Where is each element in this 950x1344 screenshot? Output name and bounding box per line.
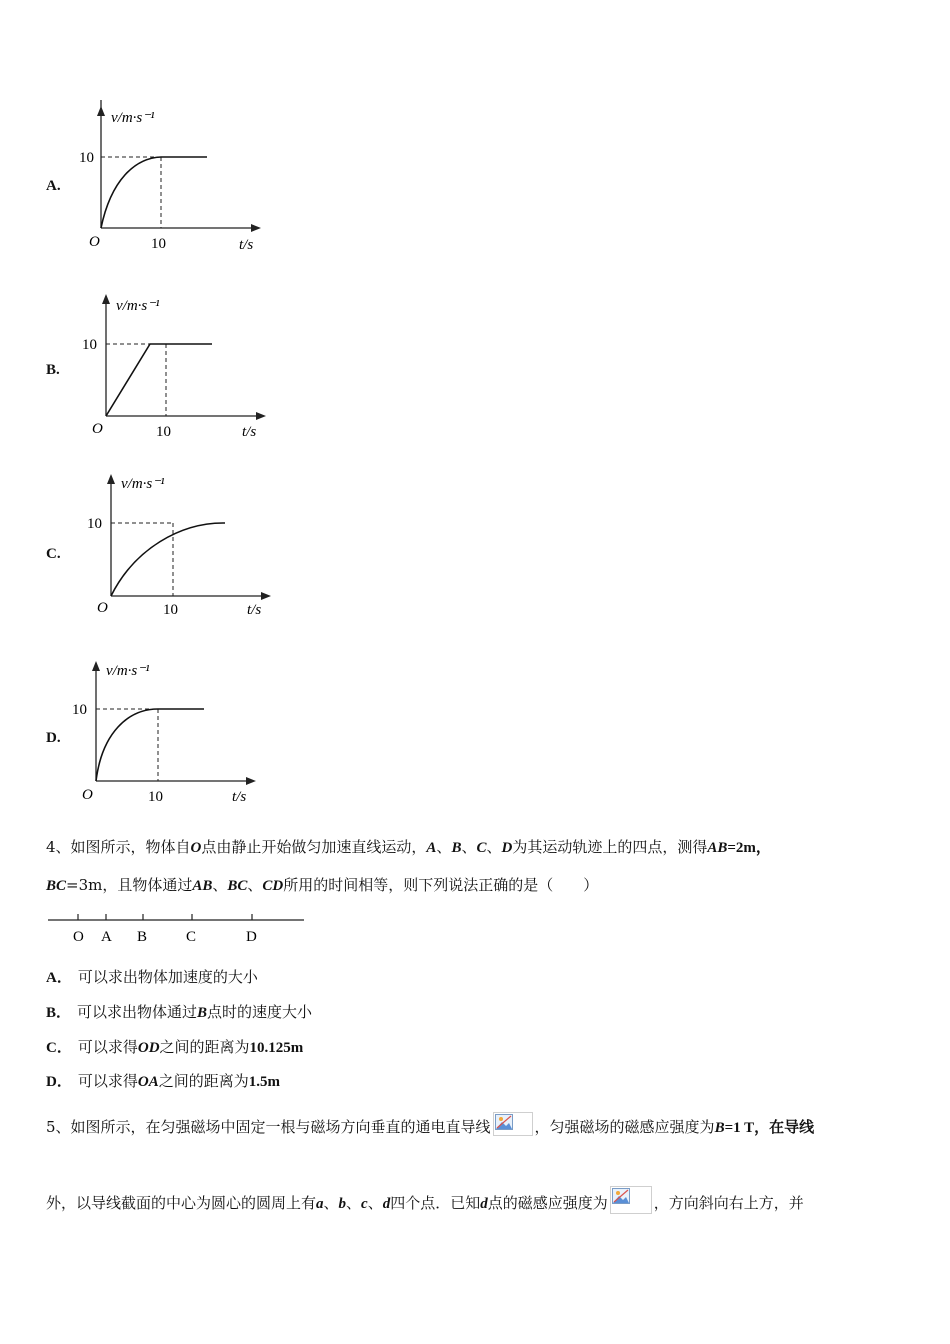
graph-b-ytick: 10: [82, 337, 97, 353]
graph-d-origin: O: [82, 787, 93, 803]
q4-point-b: B: [137, 929, 148, 945]
graph-d-ylabel: v/m·s⁻¹: [106, 663, 150, 679]
broken-image-icon: [610, 1186, 652, 1214]
graph-c-origin: O: [97, 600, 108, 616]
graph-b-ylabel: v/m·s⁻¹: [116, 298, 160, 314]
graph-b-origin: O: [92, 421, 103, 437]
graph-d-ytick: 10: [72, 702, 87, 718]
graph-a-xtick: 10: [151, 236, 166, 252]
q4-point-o: O: [73, 929, 84, 945]
graph-b-xtick: 10: [156, 424, 171, 440]
q4-point-c: C: [186, 929, 197, 945]
broken-image-icon: [493, 1112, 533, 1136]
graph-a: [75, 100, 275, 260]
graph-b-xlabel: t/s: [242, 424, 257, 440]
q4-choice-a: A． 可以求出物体加速度的大小: [46, 968, 258, 986]
q4-line2: BC=3m，且物体通过AB、BC、CD所用的时间相等，则下列说法正确的是（ ）: [46, 876, 599, 894]
q4-point-d: D: [246, 929, 257, 945]
q4-track-diagram: [46, 912, 316, 948]
option-d-label: D.: [46, 730, 61, 746]
graph-d: [70, 655, 270, 815]
graph-a-ylabel: v/m·s⁻¹: [111, 110, 155, 126]
graph-a-origin: O: [89, 234, 100, 250]
graph-c-ylabel: v/m·s⁻¹: [121, 476, 165, 492]
graph-d-xlabel: t/s: [232, 789, 247, 805]
graph-d-xtick: 10: [148, 789, 163, 805]
q4-choice-c: C． 可以求得OD之间的距离为10.125m: [46, 1038, 304, 1056]
option-a-label: A.: [46, 178, 61, 194]
option-b-label: B.: [46, 362, 60, 378]
q5-line2: 外，以导线截面的中心为圆心的圆周上有a、b、c、d四个点．已知d点的磁感应强度为 ，方向斜向右上方，并: [46, 1186, 804, 1214]
q4-choice-b: B． 可以求出物体通过B点时的速度大小: [46, 1003, 313, 1021]
graph-c-ytick: 10: [87, 516, 102, 532]
graph-a-xlabel: t/s: [239, 237, 254, 253]
graph-c-xtick: 10: [163, 602, 178, 618]
graph-c-xlabel: t/s: [247, 602, 262, 618]
q4-choice-d: D． 可以求得OA之间的距离为1.5m: [46, 1072, 280, 1090]
graph-b: [80, 288, 280, 448]
q4-line1: 4、如图所示，物体自O点由静止开始做匀加速直线运动，A、B、C、D为其运动轨迹上的四点，测得AB=2m，: [46, 838, 771, 856]
graph-c: [85, 468, 285, 628]
q5-line1: 5、如图所示，在匀强磁场中固定一根与磁场方向垂直的通电直导线 ，匀强磁场的磁感应强度为B=1 T，在导线: [46, 1112, 814, 1137]
option-c-label: C.: [46, 546, 61, 562]
q4-point-a: A: [101, 929, 112, 945]
graph-a-ytick: 10: [79, 150, 94, 166]
